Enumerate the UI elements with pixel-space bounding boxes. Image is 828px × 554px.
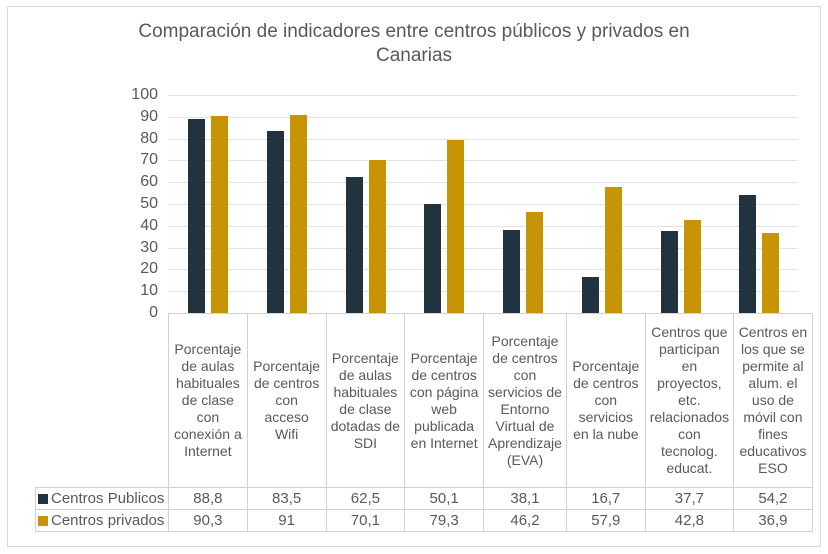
legend-swatch-icon <box>38 494 48 504</box>
bar-centros-privados <box>605 187 622 313</box>
y-axis-tick-label: 80 <box>140 129 158 147</box>
y-axis-tick-label: 40 <box>140 216 158 234</box>
value-cell: 46,2 <box>484 510 567 532</box>
bar-centros-publicos <box>346 177 363 313</box>
bar-centros-publicos <box>739 195 756 313</box>
bar-centros-publicos <box>503 230 520 313</box>
value-cell: 54,2 <box>734 488 813 510</box>
value-cell: 62,5 <box>326 488 405 510</box>
y-axis-tick-label: 0 <box>149 304 158 321</box>
value-cell: 38,1 <box>484 488 567 510</box>
legend-label: Centros Publicos <box>36 488 169 510</box>
value-cell: 50,1 <box>405 488 484 510</box>
gridline <box>168 182 798 183</box>
category-label: Porcentaje de centros con acceso Wifi <box>247 314 326 488</box>
bar-centros-privados <box>290 115 307 313</box>
bar-centros-privados <box>762 233 779 313</box>
table-corner-spacer <box>36 314 169 488</box>
plot-area <box>168 95 798 313</box>
y-axis-tick-label: 100 <box>131 86 158 103</box>
table-row <box>36 488 813 510</box>
gridline <box>168 226 798 227</box>
gridline <box>168 291 798 292</box>
category-label: Porcentaje de aulas habituales de clase con conexión a Internet <box>169 314 248 488</box>
data-table <box>35 313 813 532</box>
value-cell: 36,9 <box>734 510 813 532</box>
category-label: Porcentaje de centros con servicios de Entorno Virtual de Aprendizaje (EVA) <box>484 314 567 488</box>
gridline <box>168 248 798 249</box>
gridline <box>168 160 798 161</box>
gridline <box>168 117 798 118</box>
category-label: Centros que participan en proyectos, etc. relacionados con tecnolog. educat. <box>645 314 733 488</box>
value-cell: 91 <box>247 510 326 532</box>
value-cell: 16,7 <box>566 488 645 510</box>
bar-centros-privados <box>684 220 701 313</box>
chart-title: Comparación de indicadores entre centros públicos y privados en Canarias <box>138 21 690 66</box>
bar-centros-publicos <box>661 231 678 313</box>
y-axis-tick-label: 50 <box>140 195 158 212</box>
value-cell: 42,8 <box>645 510 733 532</box>
y-axis-tick-label: 30 <box>140 238 158 256</box>
legend-label: Centros privados <box>36 510 169 532</box>
legend-swatch-icon <box>38 516 48 526</box>
category-label: Porcentaje de aulas habituales de clase dotadas de SDI <box>326 314 405 488</box>
value-cell: 79,3 <box>405 510 484 532</box>
bar-centros-publicos <box>582 277 599 313</box>
value-cell: 37,7 <box>645 488 733 510</box>
gridline <box>168 204 798 205</box>
bar-centros-privados <box>211 116 228 313</box>
y-axis-tick-label: 70 <box>140 151 158 169</box>
gridline <box>168 269 798 270</box>
gridline <box>168 95 798 96</box>
gridline <box>168 139 798 140</box>
value-cell: 88,8 <box>169 488 248 510</box>
y-axis-tick-label: 60 <box>140 173 158 191</box>
bar-centros-privados <box>526 212 543 313</box>
category-label: Porcentaje de centros con servicios en la nube <box>566 314 645 488</box>
bar-centros-publicos <box>188 119 205 313</box>
y-axis-tick-label: 20 <box>140 260 158 278</box>
category-label: Porcentaje de centros con página web publicada en Internet <box>405 314 484 488</box>
value-cell: 90,3 <box>169 510 248 532</box>
bar-centros-privados <box>447 140 464 313</box>
y-axis-tick-label: 10 <box>140 282 158 300</box>
bar-centros-publicos <box>424 204 441 313</box>
table-row <box>36 510 813 532</box>
category-label: Centros en los que se permite al alum. el uso de móvil con fines educativos ESO <box>734 314 813 488</box>
bar-centros-publicos <box>267 131 284 313</box>
value-cell: 70,1 <box>326 510 405 532</box>
value-cell: 57,9 <box>566 510 645 532</box>
y-axis-tick-label: 90 <box>140 107 158 125</box>
value-cell: 83,5 <box>247 488 326 510</box>
bar-centros-privados <box>369 160 386 313</box>
